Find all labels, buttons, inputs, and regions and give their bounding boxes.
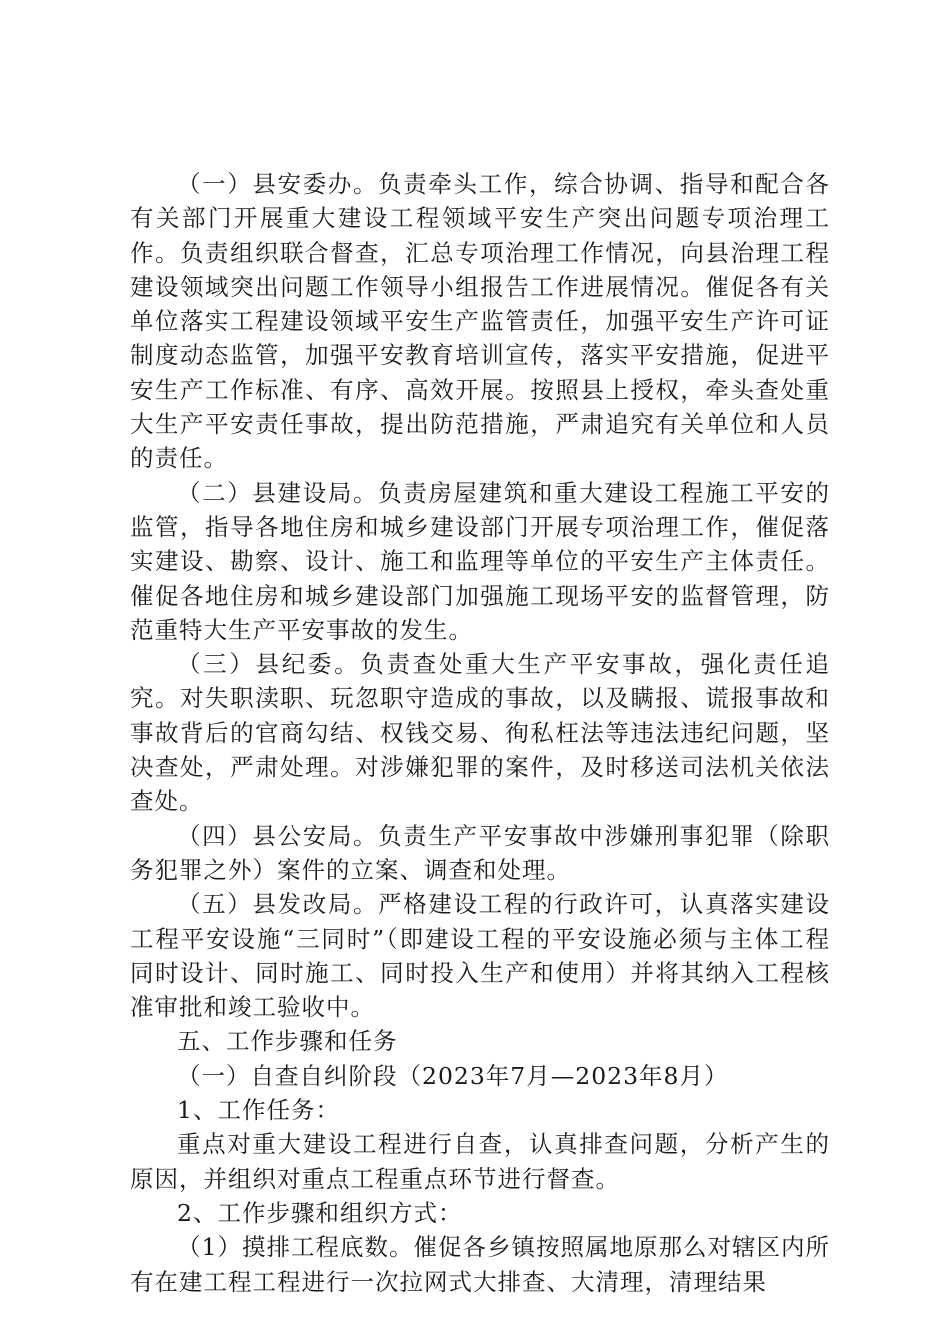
paragraph-county-public-security-bureau: （四）县公安局。负责生产平安事故中涉嫌刑事犯罪（除职务犯罪之外）案件的立案、调查和处理。 bbox=[130, 821, 830, 884]
subheading-self-inspection-phase: （一）自查自纠阶段（2023年7月—2023年8月） bbox=[177, 1061, 729, 1090]
paragraph-county-development-reform-bureau: （五）县发改局。严格建设工程的行政许可，认真落实建设工程平安设施“三同时”（即建设工程的平安设施必须与主体工程同时设计、同时施工、同时投入生产和使用）并将其纳入工程核准审批和竣工验收中。 bbox=[130, 890, 830, 1022]
item-heading-steps-and-organization: 2、工作步骤和组织方式： bbox=[177, 1198, 463, 1227]
paragraph-county-discipline-committee: （三）县纪委。负责查处重大生产平安事故，强化责任追究。对失职渎职、玩忽职守造成的事故，以及瞒报、谎报事故和事故背后的官商勾结、权钱交易、徇私枉法等违法违纪问题，坚决查处，严肃处理。对涉嫌犯罪的案件，及时移送司法机关依法查处。 bbox=[130, 650, 830, 816]
paragraph-county-construction-bureau: （二）县建设局。负责房屋建筑和重大建设工程施工平安的监管，指导各地住房和城乡建设部门开展专项治理工作，催促落实建设、勘察、设计、施工和监理等单位的平安生产主体责任。催促各地住房和城乡建设部门加强施工现场平安的监督管理，防范重特大生产平安事故的发生。 bbox=[130, 478, 830, 644]
paragraph-survey-projects: （1）摸排工程底数。催促各乡镇按照属地原那么对辖区内所有在建工程工程进行一次拉网式大排查、大清理，清理结果 bbox=[130, 1233, 830, 1296]
document-body bbox=[130, 167, 830, 1299]
section-heading-work-steps: 五、工作步骤和任务 bbox=[177, 1027, 398, 1056]
item-heading-work-tasks: 1、工作任务： bbox=[177, 1096, 340, 1125]
paragraph-work-tasks: 重点对重大建设工程进行自查，认真排查问题，分析产生的原因，并组织对重点工程重点环节进行督查。 bbox=[130, 1130, 830, 1193]
paragraph-county-safety-committee: （一）县安委办。负责牵头工作，综合协调、指导和配合各有关部门开展重大建设工程领域平安生产突出问题专项治理工作。负责组织联合督查，汇总专项治理工作情况，向县治理工程建设领域突出问题工作领导小组报告工作进展情况。催促各有关单位落实工程建设领域平安生产监管责任，加强平安生产许可证制度动态监管，加强平安教育培训宣传，落实平安措施，促进平安生产工作标准、有序、高效开展。按照县上授权，牵头查处重大生产平安责任事故，提出防范措施，严肃追究有关单位和人员的责任。 bbox=[130, 170, 830, 473]
